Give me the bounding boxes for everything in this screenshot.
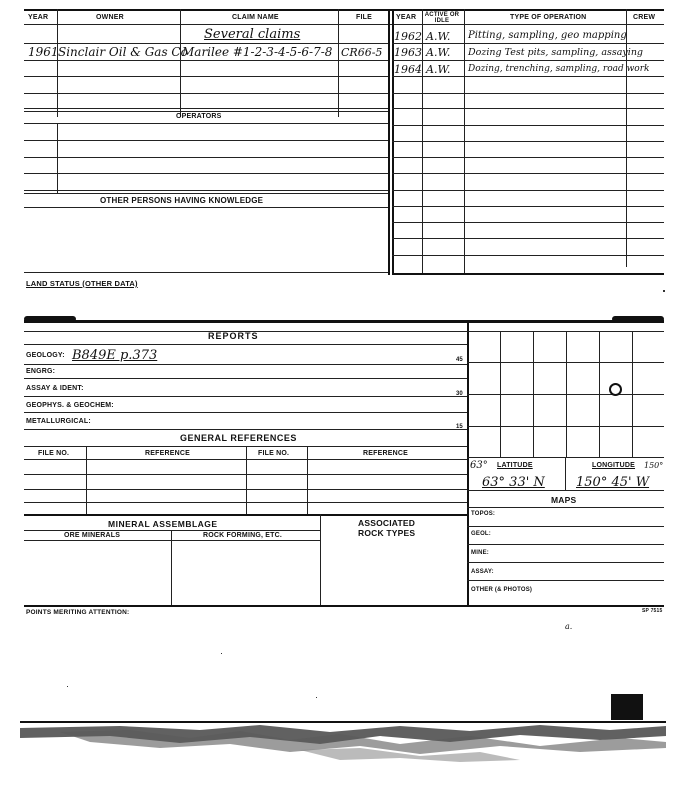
metallurgical-label: METALLURGICAL: <box>26 418 91 425</box>
points-meriting-attention: POINTS MERITING ATTENTION: <box>26 609 130 616</box>
operation-year: 1964 <box>394 63 422 76</box>
lat-prefix: 63° <box>470 460 488 471</box>
operation-type: Pitting, sampling, geo mapping <box>468 30 627 41</box>
speck <box>221 653 222 654</box>
gr-col-file-no: FILE NO. <box>38 450 70 457</box>
mineral-assemblage-title: MINERAL ASSEMBLAGE <box>108 519 218 529</box>
longitude-label: LONGITUDE <box>592 462 636 469</box>
speck <box>663 290 665 292</box>
operation-type: Dozing, trenching, sampling, road work <box>468 64 650 74</box>
divider-cap-right <box>612 316 664 322</box>
header-active-or-idle: ACTIVE OR IDLE <box>424 12 460 24</box>
geology-value: B849E p.373 <box>72 348 158 363</box>
section-divider <box>24 320 664 323</box>
engrg-label: ENGRG: <box>26 368 56 375</box>
operation-status: A.W. <box>426 30 451 43</box>
claim-file: CR66-5 <box>341 46 383 59</box>
gr-col-reference-2: REFERENCE <box>363 450 408 457</box>
operation-year: 1963 <box>394 46 422 59</box>
scan-edge-smear <box>0 716 678 776</box>
operation-year: 1962 <box>394 30 422 43</box>
long-suffix: 150° <box>644 461 664 470</box>
claim-year: 1961 <box>28 45 59 59</box>
associated-rock-line1: ASSOCIATED <box>358 518 416 528</box>
general-references-title: GENERAL REFERENCES <box>180 433 297 443</box>
knowledge-title: OTHER PERSONS HAVING KNOWLEDGE <box>100 196 264 205</box>
claim-name: Marilee #1-2-3-4-5-6-7-8 <box>182 45 333 59</box>
operation-status: A.W. <box>426 63 451 76</box>
assay-label: ASSAY & IDENT: <box>26 385 84 392</box>
header-owner: OWNER <box>96 14 124 21</box>
rock-forming-label: ROCK FORMING, ETC. <box>203 532 283 539</box>
operators-title: OPERATORS <box>176 113 222 120</box>
reports-title: REPORTS <box>208 331 259 341</box>
operation-type: Dozing Test pits, sampling, assaying <box>468 47 644 58</box>
gr-col-file-no-2: FILE NO. <box>258 450 290 457</box>
maps-topos: TOPOS: <box>471 511 496 517</box>
header-file: FILE <box>356 14 372 21</box>
speck <box>67 686 68 687</box>
operation-status: A.W. <box>426 46 451 59</box>
form-number: SP 7515 <box>642 608 663 614</box>
header-type-of-operation: TYPE OF OPERATION <box>510 14 587 21</box>
longitude-value: 150° 45' W <box>576 475 650 490</box>
header-year-2: YEAR <box>396 14 417 21</box>
margin-number: 30 <box>456 391 463 397</box>
margin-number: 15 <box>456 424 463 430</box>
land-status-label: LAND STATUS (OTHER DATA) <box>26 279 138 288</box>
geology-label: GEOLOGY: <box>26 352 65 359</box>
claim-owner: Sinclair Oil & Gas Co <box>58 45 188 59</box>
maps-mine: MINE: <box>471 550 489 556</box>
maps-geol: GEOL: <box>471 531 491 537</box>
header-year: YEAR <box>28 14 49 21</box>
maps-assay: ASSAY: <box>471 569 494 575</box>
maps-other: OTHER (& PHOTOS) <box>471 587 533 593</box>
geophys-label: GEOPHYS. & GEOCHEM: <box>26 402 114 409</box>
header-claim-name: CLAIM NAME <box>232 14 279 21</box>
gr-col-reference: REFERENCE <box>145 450 190 457</box>
latitude-value: 63° 33' N <box>482 475 545 490</box>
location-marker <box>609 383 622 396</box>
associated-rock-line2: ROCK TYPES <box>358 528 416 538</box>
stray-mark: a. <box>565 622 573 631</box>
header-crew: CREW <box>633 14 656 21</box>
ore-minerals-label: ORE MINERALS <box>64 532 121 539</box>
maps-title: MAPS <box>551 495 577 505</box>
claims-note: Several claims <box>204 27 301 42</box>
divider-cap-left <box>24 316 76 322</box>
margin-number: 45 <box>456 357 463 363</box>
speck <box>316 697 317 698</box>
latitude-label: LATITUDE <box>497 462 533 469</box>
